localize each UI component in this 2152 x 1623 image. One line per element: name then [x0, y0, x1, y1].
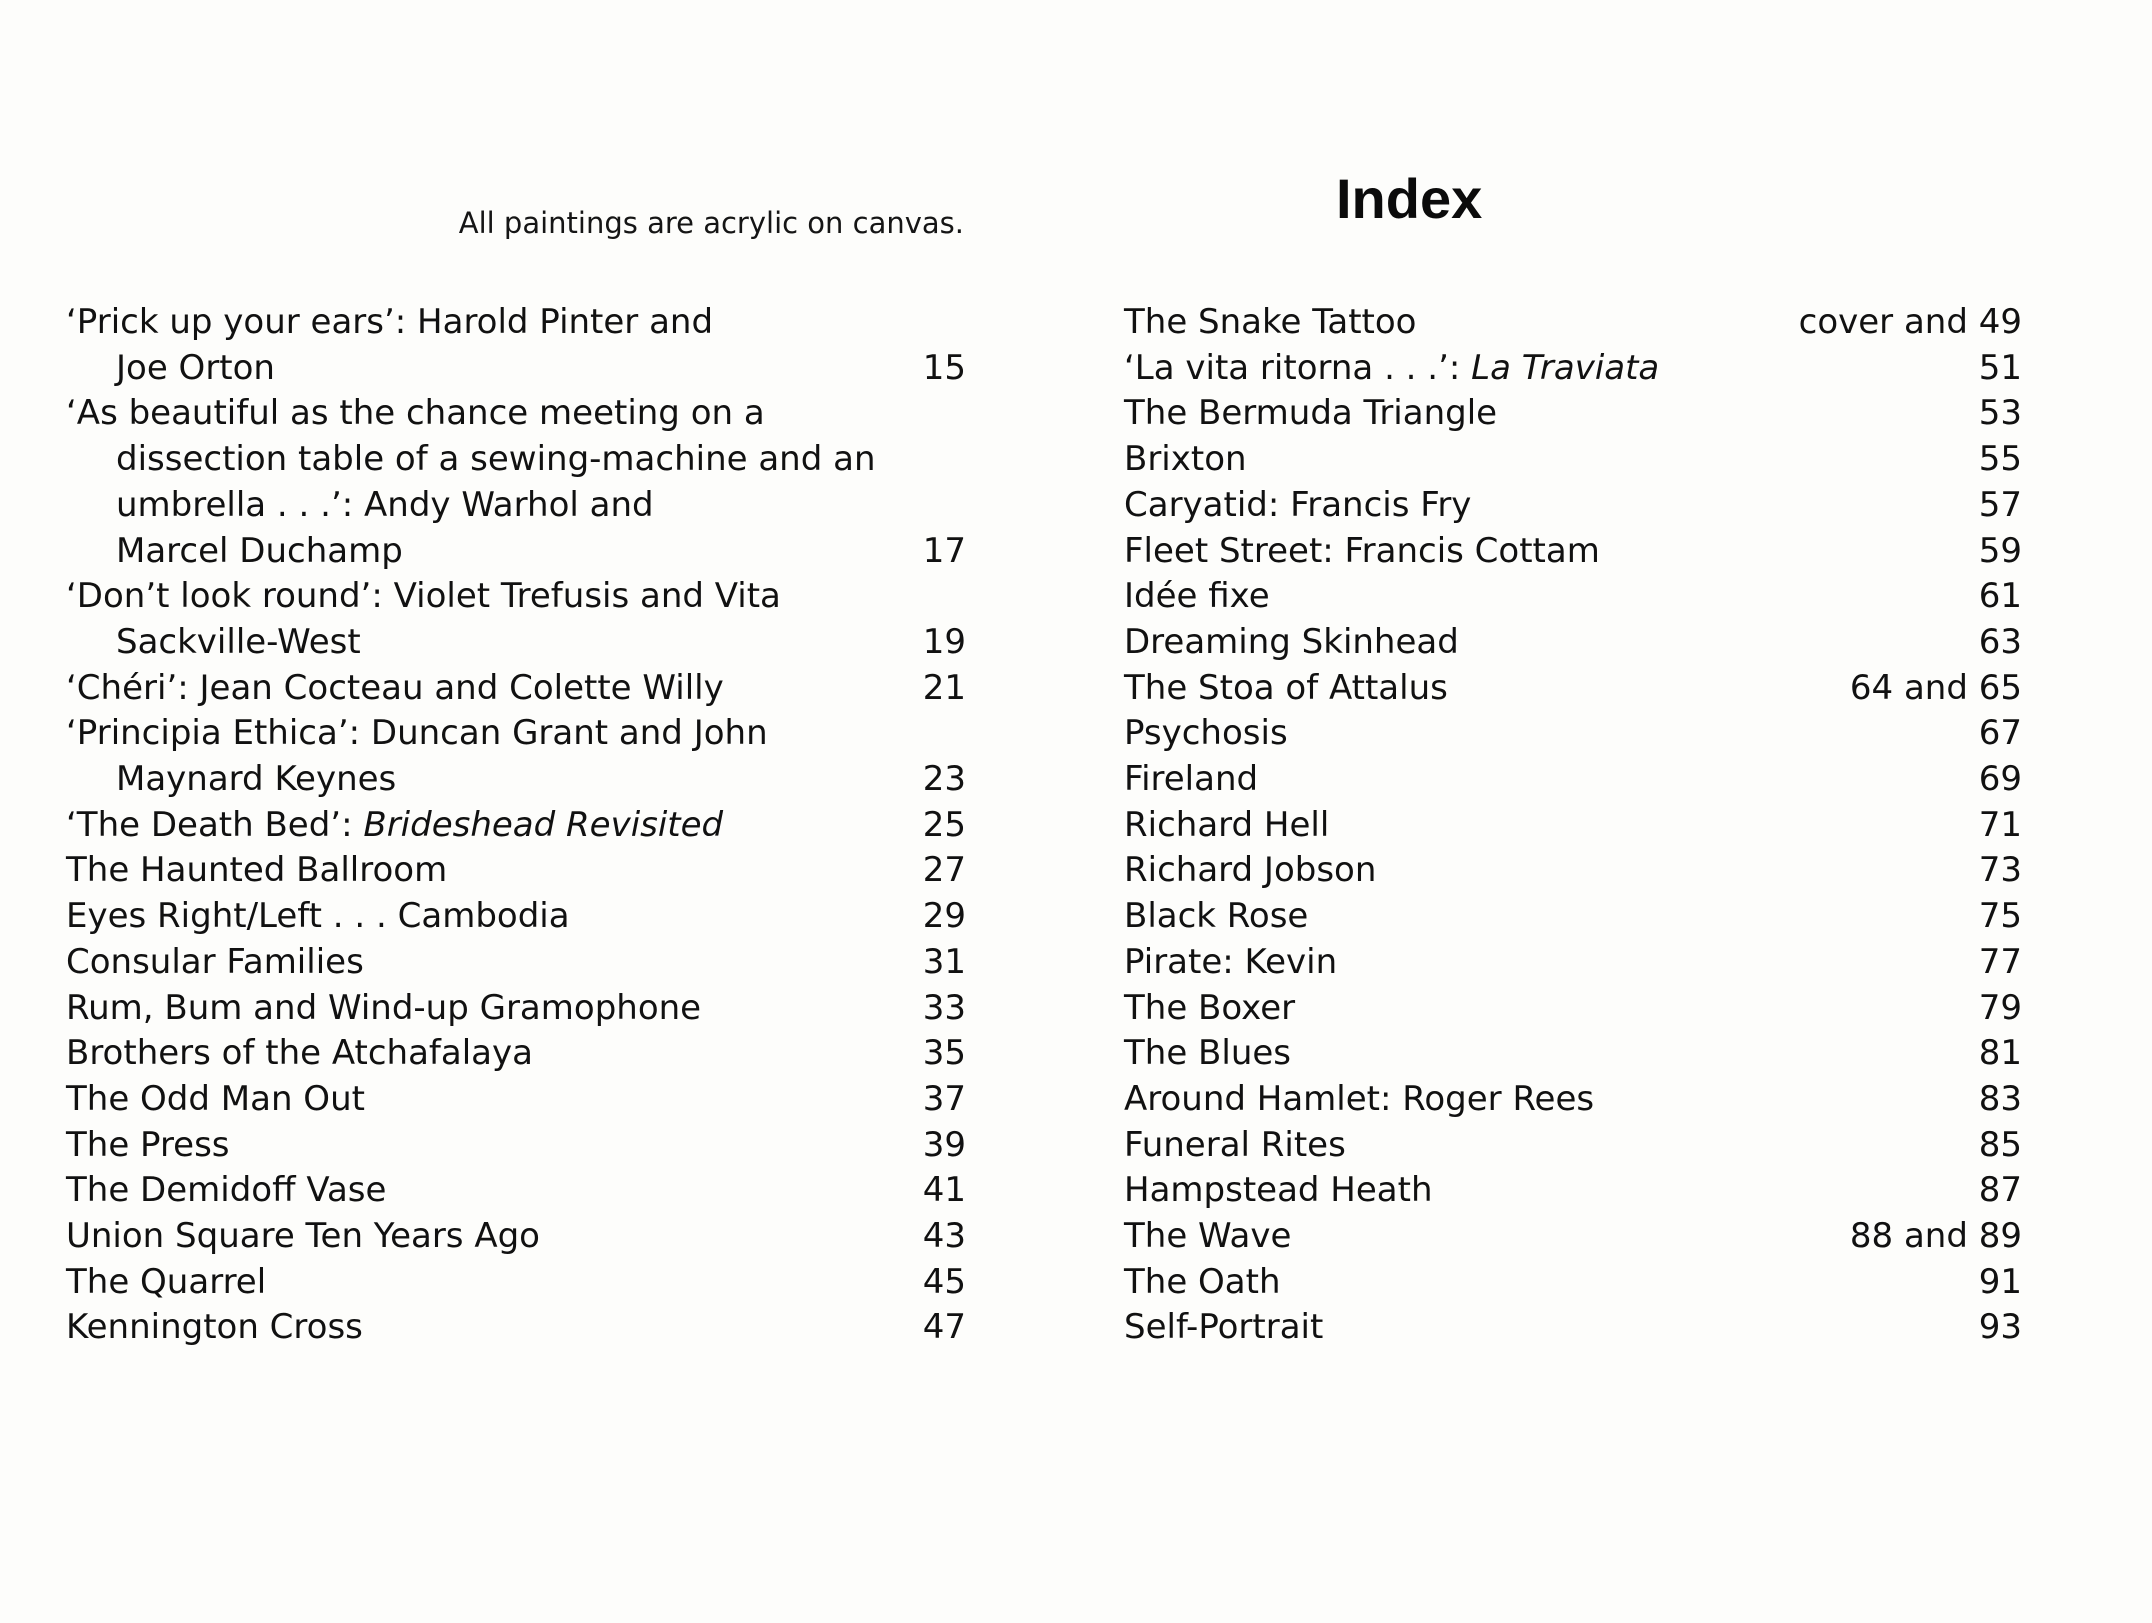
index-entry — [1124, 940, 2022, 986]
entry-title: The Snake Tattoo — [1124, 302, 1417, 342]
index-entry — [1124, 711, 2022, 757]
entry-title: Brothers of the Atchafalaya — [66, 1033, 533, 1074]
page-number: 25 — [922, 804, 966, 845]
page-number: 87 — [1978, 1170, 2022, 1211]
page-number: 69 — [1978, 759, 2022, 800]
entry-title-prefix: ‘The Death Bed’: — [66, 804, 364, 845]
page-number: 93 — [1978, 1307, 2022, 1348]
entry-title: The Quarrel — [66, 1261, 267, 1302]
entry-title: Union Square Ten Years Ago — [66, 1216, 540, 1257]
entry-title: Consular Families — [66, 941, 364, 982]
page-number: 51 — [1978, 347, 2022, 388]
page-number: 85 — [1978, 1124, 2022, 1165]
index-entry — [1124, 666, 2022, 712]
index-entry — [66, 1305, 966, 1351]
entry-title: The Press — [66, 1124, 230, 1165]
entry-title-continuation: dissection table of a sewing-machine and an — [116, 439, 876, 480]
entry-title: Around Hamlet: Roger Rees — [1124, 1078, 1595, 1119]
page-number: 79 — [1978, 987, 2022, 1028]
page-number: 67 — [1978, 713, 2022, 754]
index-entry — [1124, 1077, 2022, 1123]
entry-title: ‘As beautiful as the chance meeting on a — [66, 393, 765, 434]
entry-title: ‘Prick up your ears’: Harold Pinter and — [66, 302, 714, 342]
entry-title-continuation: Marcel Duchamp — [116, 530, 403, 571]
page-number: 35 — [922, 1033, 966, 1074]
index-entry — [1124, 848, 2022, 894]
entry-title: The Stoa of Attalus — [1124, 667, 1448, 708]
page-number: 45 — [922, 1261, 966, 1302]
index-entry — [66, 803, 966, 849]
entry-title: Fireland — [1124, 759, 1259, 800]
index-entry — [66, 1168, 966, 1214]
page-number: 59 — [1978, 530, 2022, 571]
page-number: 81 — [1978, 1033, 2022, 1074]
index-entry — [1124, 757, 2022, 803]
entry-title: Brixton — [1124, 439, 1247, 480]
page-number: cover and 49 — [1798, 302, 2022, 342]
index-entry — [66, 1031, 966, 1077]
index-entry — [1124, 1305, 2022, 1351]
index-entry — [1124, 391, 2022, 437]
entry-title: Rum, Bum and Wind-up Gramophone — [66, 987, 702, 1028]
entry-title: Hampstead Heath — [1124, 1170, 1433, 1211]
index-entry — [1124, 346, 2022, 392]
entry-title: Funeral Rites — [1124, 1124, 1346, 1165]
page-number: 75 — [1978, 896, 2022, 937]
page-number: 77 — [1978, 941, 2022, 982]
index-entry — [1124, 300, 2022, 346]
entry-title: ‘Don’t look round’: Violet Trefusis and Vita — [66, 576, 781, 617]
entry-title: The Haunted Ballroom — [66, 850, 448, 891]
entry-title: Kennington Cross — [66, 1307, 363, 1348]
page-number: 21 — [922, 667, 966, 708]
entry-title: Idée fixe — [1124, 576, 1270, 617]
index-entry — [1124, 986, 2022, 1032]
page-number: 19 — [922, 621, 966, 662]
entry-title-prefix: ‘La vita ritorna . . .’: — [1124, 347, 1472, 388]
entry-title: The Boxer — [1124, 987, 1296, 1028]
entry-title-continuation: Maynard Keynes — [116, 759, 397, 800]
entry-title: The Odd Man Out — [66, 1078, 365, 1119]
entry-title: Richard Hell — [1124, 804, 1330, 845]
index-entry — [66, 894, 966, 940]
page-number: 53 — [1978, 393, 2022, 434]
index-column-right — [1124, 300, 2022, 1351]
entry-title: Pirate: Kevin — [1124, 941, 1338, 982]
page-number: 29 — [922, 896, 966, 937]
index-entry — [1124, 1260, 2022, 1306]
index-entry — [1124, 1214, 2022, 1260]
page-number: 83 — [1978, 1078, 2022, 1119]
entry-title-continuation: Joe Orton — [116, 347, 275, 388]
page-number: 73 — [1978, 850, 2022, 891]
page-number: 88 and 89 — [1849, 1216, 2022, 1257]
entry-title: ‘Principia Ethica’: Duncan Grant and John — [66, 713, 768, 754]
index-entry — [66, 1123, 966, 1169]
index-entry — [66, 1214, 966, 1260]
page-number: 23 — [922, 759, 966, 800]
index-entry — [1124, 437, 2022, 483]
entry-title: Dreaming Skinhead — [1124, 621, 1459, 662]
entry-title: The Blues — [1124, 1033, 1291, 1074]
index-entry — [66, 300, 966, 391]
entry-title: Fleet Street: Francis Cottam — [1124, 530, 1600, 571]
page-number: 41 — [922, 1170, 966, 1211]
index-entry — [1124, 1168, 2022, 1214]
index-entry — [66, 711, 966, 802]
entry-title: The Bermuda Triangle — [1124, 393, 1498, 434]
page-number: 39 — [922, 1124, 966, 1165]
index-entry — [1124, 894, 2022, 940]
entry-title: Caryatid: Francis Fry — [1124, 484, 1472, 525]
page-number: 31 — [922, 941, 966, 982]
entry-title: ‘Chéri’: Jean Cocteau and Colette Willy — [66, 667, 724, 708]
page-number: 47 — [922, 1307, 966, 1348]
index-entry — [66, 666, 966, 712]
page-number: 63 — [1978, 621, 2022, 662]
page-title: Index — [1336, 167, 1483, 230]
page-number: 61 — [1978, 576, 2022, 617]
entry-title — [66, 803, 966, 849]
index-entry — [66, 1077, 966, 1123]
index-entry — [66, 986, 966, 1032]
index-entry — [66, 574, 966, 665]
page-number: 55 — [1978, 439, 2022, 480]
index-entry — [1124, 574, 2022, 620]
entry-title-continuation: Sackville-West — [116, 621, 361, 662]
index-entry — [1124, 1031, 2022, 1077]
index-column-left — [66, 300, 966, 1351]
page-number: 27 — [922, 850, 966, 891]
page-number: 43 — [922, 1216, 966, 1257]
entry-title: The Demidoff Vase — [66, 1170, 387, 1211]
index-entry — [1124, 803, 2022, 849]
entry-title: Richard Jobson — [1124, 850, 1377, 891]
index-entry — [66, 391, 966, 574]
entry-title — [1124, 346, 2022, 392]
entry-title-continuation: umbrella . . .’: Andy Warhol and — [116, 484, 654, 525]
page-number: 33 — [922, 987, 966, 1028]
page-number: 15 — [922, 347, 966, 388]
entry-title: Self-Portrait — [1124, 1307, 1324, 1348]
page-number: 71 — [1978, 804, 2022, 845]
entry-title-italic: Brideshead Revisited — [363, 804, 724, 845]
index-entry — [66, 1260, 966, 1306]
entry-title: Psychosis — [1124, 713, 1288, 754]
index-entry — [1124, 483, 2022, 529]
page-number: 91 — [1978, 1261, 2022, 1302]
entry-title-italic: La Traviata — [1471, 347, 1660, 388]
page-number: 64 and 65 — [1849, 667, 2022, 708]
entry-title: The Wave — [1124, 1216, 1292, 1257]
entry-title: The Oath — [1124, 1261, 1281, 1302]
index-entry — [66, 940, 966, 986]
index-entry — [1124, 529, 2022, 575]
index-entry — [1124, 1123, 2022, 1169]
entry-title: Eyes Right/Left . . . Cambodia — [66, 896, 570, 937]
medium-note: All paintings are acrylic on canvas. — [458, 206, 964, 240]
index-entry — [1124, 620, 2022, 666]
page-number: 17 — [922, 530, 966, 571]
entry-title: Black Rose — [1124, 896, 1309, 937]
index-entry — [66, 848, 966, 894]
page-number: 57 — [1978, 484, 2022, 525]
page-number: 37 — [922, 1078, 966, 1119]
